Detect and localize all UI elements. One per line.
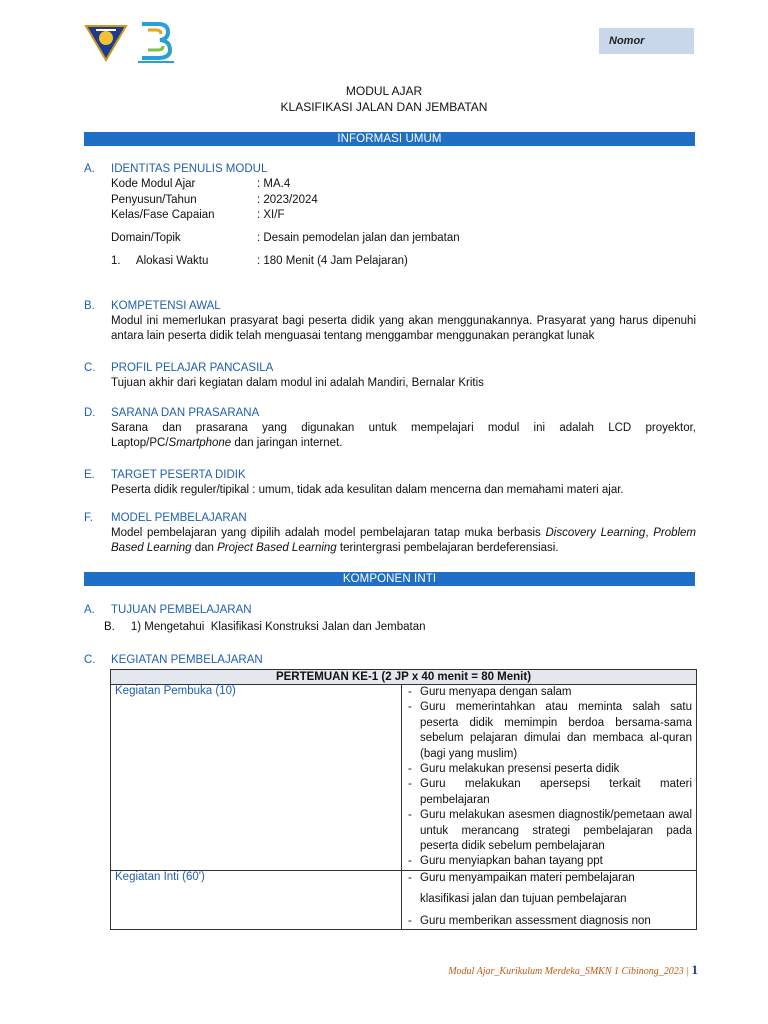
section-title-kegiatan: KEGIATAN PEMBELAJARAN	[111, 654, 263, 666]
tujuan-item: B. 1) Mengetahui Klasifikasi Konstruksi Jalan dan Jembatan	[104, 621, 426, 633]
section-title-identitas: IDENTITAS PENULIS MODUL	[111, 163, 268, 175]
list-item: - Guru memerintahkan atau meminta salah satu peserta didik memimpin berdoa bersama-sama sebelum pelajaran dimulai dan membaca al-quran (bagi yang muslim)	[406, 700, 692, 762]
identity-label: Kelas/Fase Capaian	[111, 209, 215, 221]
section-letter: A.	[84, 604, 95, 616]
list-item: - Guru melakukan asesmen diagnostik/pemetaan awal untuk merancang strategi pembelajaran pada peserta didik sebelum pembelajaran	[406, 808, 692, 854]
kompetensi-text: Modul ini memerlukan prasyarat bagi peserta didik yang akan menggunakannya. Prasyarat yang harus dipenuhi antara lain peserta didik telah menguasai tentang menggambar menggunakan perangkat lunak	[111, 315, 696, 342]
list-item: - Guru memberikan assessment diagnosis non	[406, 914, 692, 929]
target-text: Peserta didik reguler/tipikal : umum, tidak ada kesulitan dalam mencerna dan memahami materi ajar.	[111, 484, 624, 496]
meeting-header: PERTEMUAN KE-1 (2 JP x 40 menit = 80 Menit)	[111, 670, 697, 685]
list-item: - Guru melakukan presensi peserta didik	[406, 762, 692, 777]
section-letter: C.	[84, 362, 96, 374]
table-row	[111, 870, 697, 929]
profil-text: Tujuan akhir dari kegiatan dalam modul ini adalah Mandiri, Bernalar Kritis	[111, 377, 484, 389]
identity-value: : XI/F	[257, 209, 285, 221]
section-title-model: MODEL PEMBELAJARAN	[111, 512, 247, 524]
section-title-profil: PROFIL PELAJAR PANCASILA	[111, 362, 274, 374]
model-text: Model pembelajaran yang dipilih adalah model pembelajaran tatap muka berbasis Discovery Learning, Problem Based Learning dan Project Based Learning terintergrasi pembelajaran berdeferensiasi.	[111, 527, 697, 554]
section-bar-informasi-umum: INFORMASI UMUM	[84, 132, 695, 146]
section-title-sarana: SARANA DAN PRASARANA	[111, 407, 260, 419]
activity-name-inti: Kegiatan Inti (60')	[111, 870, 402, 929]
list-item-continuation: klasifikasi jalan dan tujuan pembelajaran	[420, 893, 627, 906]
identity-label: Domain/Topik	[111, 232, 181, 244]
step-list	[406, 871, 692, 886]
section-letter: E.	[84, 469, 95, 481]
merdeka-b-logo-icon	[134, 20, 178, 66]
section-title-tujuan: TUJUAN PEMBELAJARAN	[111, 604, 252, 616]
list-item: - Guru menyapa dengan salam	[406, 685, 692, 700]
page-footer: Modul Ajar_Kurikulum Merdeka_SMKN 1 Cibinong_2023 | 1	[448, 962, 698, 977]
section-letter: D.	[84, 407, 96, 419]
activity-steps-inti	[402, 870, 697, 929]
identity-label: Kode Modul Ajar	[111, 178, 196, 190]
activity-name-pembuka: Kegiatan Pembuka (10)	[111, 685, 402, 871]
identity-value: : Desain pemodelan jalan dan jembatan	[257, 232, 460, 244]
page-number: 1	[691, 962, 698, 977]
document-subtitle: KLASIFIKASI JALAN DAN JEMBATAN	[280, 100, 488, 114]
table-row	[111, 685, 697, 871]
list-item: - Guru menyiapkan bahan tayang ppt	[406, 854, 692, 869]
table-row	[111, 670, 697, 685]
identity-label: Penyusun/Tahun	[111, 194, 197, 206]
section-letter: C.	[84, 654, 96, 666]
identity-value: : MA.4	[257, 178, 291, 190]
step-list	[406, 914, 692, 929]
list-item: - Guru melakukan apersepsi terkait materi pembelajaran	[406, 777, 692, 808]
section-letter: B.	[84, 300, 95, 312]
activity-steps-pembuka	[402, 685, 697, 871]
section-title-target: TARGET PESERTA DIDIK	[111, 469, 246, 481]
step-list	[406, 685, 692, 870]
identity-label: 1. Alokasi Waktu	[111, 255, 209, 267]
document-title: MODUL AJAR	[345, 84, 423, 98]
school-emblem-icon	[84, 22, 128, 62]
section-letter: A.	[84, 163, 95, 175]
section-bar-komponen-inti: KOMPONEN INTI	[84, 572, 695, 586]
meeting-table	[110, 669, 697, 930]
identity-value: : 2023/2024	[257, 194, 318, 206]
nomor-box: Nomor	[599, 28, 694, 54]
list-item: - Guru menyampaikan materi pembelajaran	[406, 871, 692, 886]
identity-value: : 180 Menit (4 Jam Pelajaran)	[257, 255, 408, 267]
sarana-text: Sarana dan prasarana yang digunakan untuk mempelajari modul ini adalah LCD proyektor, Laptop/PC/Smartphone dan jaringan internet.	[111, 422, 696, 449]
section-letter: F.	[84, 512, 93, 524]
section-title-kompetensi: KOMPETENSI AWAL	[111, 300, 221, 312]
